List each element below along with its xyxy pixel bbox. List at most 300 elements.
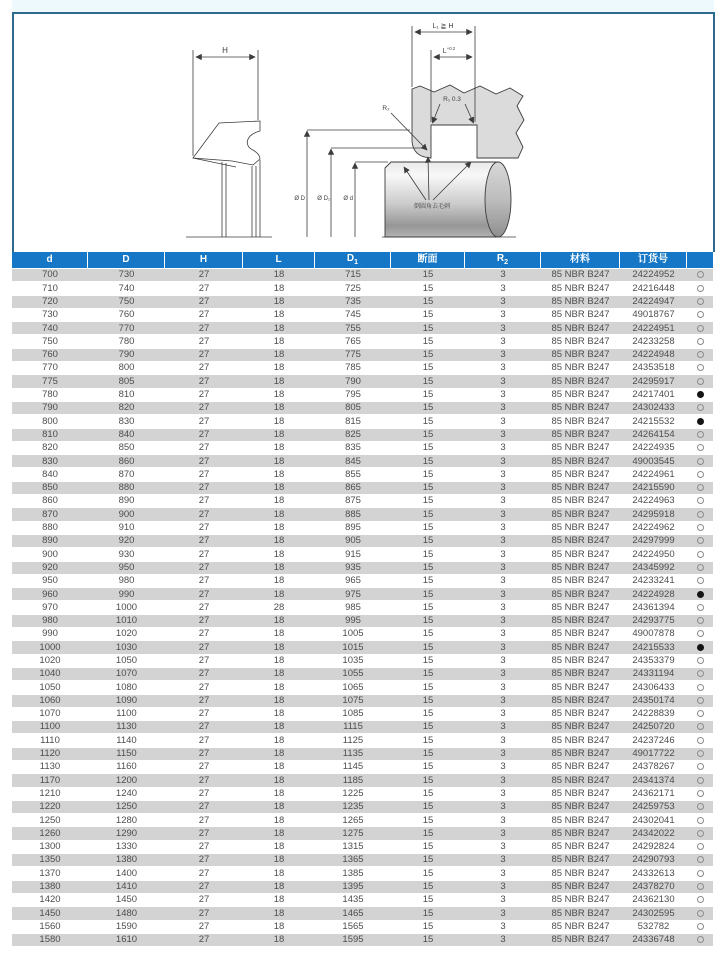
cell: 1280: [88, 814, 165, 827]
cell: 980: [88, 575, 165, 588]
cell: 3: [465, 309, 541, 322]
cell: 740: [12, 322, 88, 335]
cell: 865: [315, 482, 391, 495]
cell: 1085: [315, 708, 391, 721]
cell: 1210: [12, 788, 88, 801]
cell: 890: [88, 495, 165, 508]
cell: 85 NBR B247: [541, 415, 620, 428]
cell: 15: [391, 269, 465, 282]
availability-cell: [687, 601, 713, 614]
open-circle-marker: [697, 404, 704, 411]
availability-cell: [687, 349, 713, 362]
cell: 775: [12, 375, 88, 388]
column-header-7: 材料: [541, 252, 620, 269]
open-circle-marker: [697, 458, 704, 465]
availability-cell: [687, 468, 713, 481]
cell: 85 NBR B247: [541, 761, 620, 774]
cell: 820: [12, 442, 88, 455]
cell: 1070: [12, 708, 88, 721]
l-dim-label: $L^{+0.2}$: [442, 46, 456, 55]
availability-cell: [687, 429, 713, 442]
cell: 1065: [315, 681, 391, 694]
cell: 3: [465, 535, 541, 548]
open-circle-marker: [697, 444, 704, 451]
cell: 27: [165, 482, 243, 495]
cell: 3: [465, 655, 541, 668]
column-header-5: 断面: [391, 252, 465, 269]
cell: 3: [465, 761, 541, 774]
cell: 85 NBR B247: [541, 588, 620, 601]
cell: 85 NBR B247: [541, 282, 620, 295]
filled-circle-marker: [697, 644, 704, 651]
cell: 775: [315, 349, 391, 362]
cell: 1220: [12, 801, 88, 814]
cell: 750: [12, 335, 88, 348]
cell: 870: [12, 508, 88, 521]
cell: 15: [391, 482, 465, 495]
cell: 1400: [88, 867, 165, 880]
cell: 760: [88, 309, 165, 322]
cell: 1420: [12, 894, 88, 907]
cell: 1120: [12, 748, 88, 761]
cell: 1060: [12, 695, 88, 708]
technical-diagram: [0, 12, 723, 252]
cell: 18: [243, 774, 315, 787]
h-dim-label: H: [222, 46, 228, 55]
cell: 1005: [315, 628, 391, 641]
cell: 18: [243, 495, 315, 508]
cell: 27: [165, 389, 243, 402]
cell: 27: [165, 761, 243, 774]
cell: 905: [315, 535, 391, 548]
column-header-3: L: [243, 252, 315, 269]
cell: 15: [391, 349, 465, 362]
cell: 27: [165, 402, 243, 415]
cell: 18: [243, 548, 315, 561]
cell: 1250: [12, 814, 88, 827]
dia-D1-label: Ø D₁: [317, 196, 330, 202]
availability-cell: [687, 668, 713, 681]
cell: 3: [465, 801, 541, 814]
cell: 24215590: [620, 482, 687, 495]
cell: 800: [88, 362, 165, 375]
cell: 950: [12, 575, 88, 588]
cell: 1070: [88, 668, 165, 681]
cell: 1100: [12, 721, 88, 734]
cell: 1130: [88, 721, 165, 734]
cell: 3: [465, 468, 541, 481]
cell: 49007878: [620, 628, 687, 641]
cell: 15: [391, 814, 465, 827]
cell: 3: [465, 442, 541, 455]
cell: 3: [465, 562, 541, 575]
rod-section: [382, 162, 516, 237]
cell: 24341374: [620, 774, 687, 787]
column-header-0: d: [12, 252, 88, 269]
cell: 3: [465, 774, 541, 787]
table-row: [12, 548, 713, 561]
cell: 18: [243, 734, 315, 747]
cell: 85 NBR B247: [541, 934, 620, 947]
cell: 1235: [315, 801, 391, 814]
cell: 15: [391, 601, 465, 614]
cell: 1275: [315, 827, 391, 840]
open-circle-marker: [697, 817, 704, 824]
cell: 15: [391, 309, 465, 322]
cell: 815: [315, 415, 391, 428]
cell: 18: [243, 748, 315, 761]
table-row: [12, 429, 713, 442]
cell: 27: [165, 429, 243, 442]
cell: 24350174: [620, 695, 687, 708]
cell: 24295917: [620, 375, 687, 388]
cell: 85 NBR B247: [541, 867, 620, 880]
cell: 3: [465, 748, 541, 761]
cell: 18: [243, 668, 315, 681]
cell: 27: [165, 668, 243, 681]
availability-cell: [687, 335, 713, 348]
cell: 18: [243, 296, 315, 309]
cell: 85 NBR B247: [541, 335, 620, 348]
cell: 24297999: [620, 535, 687, 548]
availability-cell: [687, 788, 713, 801]
availability-cell: [687, 375, 713, 388]
cell: 15: [391, 442, 465, 455]
cell: 85 NBR B247: [541, 601, 620, 614]
cell: 15: [391, 907, 465, 920]
cell: 15: [391, 522, 465, 535]
cell: 1135: [315, 748, 391, 761]
cell: 24224948: [620, 349, 687, 362]
cell: 18: [243, 482, 315, 495]
cell: 24224963: [620, 495, 687, 508]
dia-D-label: Ø D: [294, 196, 305, 202]
cell: 1170: [12, 774, 88, 787]
cell: 24353518: [620, 362, 687, 375]
table-row: [12, 721, 713, 734]
cell: 1580: [12, 934, 88, 947]
cell: 18: [243, 814, 315, 827]
cell: 1115: [315, 721, 391, 734]
table-row: [12, 734, 713, 747]
cell: 855: [315, 468, 391, 481]
cell: 24264154: [620, 429, 687, 442]
cell: 1315: [315, 841, 391, 854]
table-row: [12, 601, 713, 614]
open-circle-marker: [697, 870, 704, 877]
cell: 3: [465, 907, 541, 920]
cell: 1090: [88, 695, 165, 708]
cell: 980: [12, 615, 88, 628]
cell: 18: [243, 269, 315, 282]
cell: 1000: [12, 641, 88, 654]
cell: 27: [165, 442, 243, 455]
cell: 27: [165, 934, 243, 947]
open-circle-marker: [697, 910, 704, 917]
availability-cell: [687, 734, 713, 747]
open-circle-marker: [697, 856, 704, 863]
open-circle-marker: [697, 790, 704, 797]
column-header-1: D: [88, 252, 165, 269]
table-row: [12, 827, 713, 840]
cell: 3: [465, 455, 541, 468]
cell: 3: [465, 628, 541, 641]
availability-cell: [687, 748, 713, 761]
cell: 810: [88, 389, 165, 402]
cell: 1010: [88, 615, 165, 628]
cell: 85 NBR B247: [541, 375, 620, 388]
open-circle-marker: [697, 604, 704, 611]
cell: 85 NBR B247: [541, 894, 620, 907]
open-circle-marker: [697, 670, 704, 677]
cell: 15: [391, 322, 465, 335]
cell: 3: [465, 854, 541, 867]
cell: 1145: [315, 761, 391, 774]
cell: 18: [243, 681, 315, 694]
open-circle-marker: [697, 551, 704, 558]
cell: 1225: [315, 788, 391, 801]
cell: 960: [12, 588, 88, 601]
cell: 15: [391, 761, 465, 774]
cell: 18: [243, 854, 315, 867]
cell: 1250: [88, 801, 165, 814]
cell: 765: [315, 335, 391, 348]
dia-d-label: Ø d: [343, 196, 353, 202]
cell: 27: [165, 335, 243, 348]
cell: 27: [165, 774, 243, 787]
cell: 49003545: [620, 455, 687, 468]
cell: 27: [165, 309, 243, 322]
cell: 24362130: [620, 894, 687, 907]
cell: 860: [12, 495, 88, 508]
cell: 3: [465, 881, 541, 894]
l1-dim-label: L₁ ≧ H: [432, 23, 454, 30]
cell: 15: [391, 508, 465, 521]
cell: 3: [465, 615, 541, 628]
table-row: [12, 748, 713, 761]
cell: 18: [243, 628, 315, 641]
cell: 3: [465, 522, 541, 535]
cell: 1035: [315, 655, 391, 668]
availability-cell: [687, 269, 713, 282]
cell: 24217401: [620, 389, 687, 402]
cell: 24259753: [620, 801, 687, 814]
cell: 27: [165, 362, 243, 375]
cell: 85 NBR B247: [541, 721, 620, 734]
cell: 805: [88, 375, 165, 388]
availability-cell: [687, 575, 713, 588]
cell: 27: [165, 562, 243, 575]
cell: 85 NBR B247: [541, 788, 620, 801]
cell: 27: [165, 522, 243, 535]
cell: 24224951: [620, 322, 687, 335]
table-row: [12, 522, 713, 535]
cell: 1395: [315, 881, 391, 894]
cell: 3: [465, 389, 541, 402]
cell: 3: [465, 335, 541, 348]
cell: 840: [12, 468, 88, 481]
cell: 845: [315, 455, 391, 468]
cell: 15: [391, 402, 465, 415]
availability-cell: [687, 309, 713, 322]
availability-cell: [687, 296, 713, 309]
availability-cell: [687, 415, 713, 428]
open-circle-marker: [697, 524, 704, 531]
table-row: [12, 562, 713, 575]
cell: 15: [391, 415, 465, 428]
cell: 1350: [12, 854, 88, 867]
cell: 15: [391, 841, 465, 854]
table-row: [12, 468, 713, 481]
cell: 15: [391, 335, 465, 348]
table-row: [12, 681, 713, 694]
cell: 24361394: [620, 601, 687, 614]
cell: 3: [465, 375, 541, 388]
cell: 85 NBR B247: [541, 814, 620, 827]
availability-cell: [687, 774, 713, 787]
cell: 24295918: [620, 508, 687, 521]
cell: 15: [391, 615, 465, 628]
cell: 985: [315, 601, 391, 614]
table-row: [12, 615, 713, 628]
open-circle-marker: [697, 325, 704, 332]
open-circle-marker: [697, 577, 704, 584]
cell: 18: [243, 867, 315, 880]
cell: 24224947: [620, 296, 687, 309]
cell: 24224961: [620, 468, 687, 481]
availability-cell: [687, 548, 713, 561]
cell: 15: [391, 282, 465, 295]
cell: 27: [165, 548, 243, 561]
cell: 900: [88, 508, 165, 521]
cell: 18: [243, 322, 315, 335]
cell: 18: [243, 894, 315, 907]
table-row: [12, 788, 713, 801]
cell: 15: [391, 934, 465, 947]
cell: 1330: [88, 841, 165, 854]
availability-cell: [687, 362, 713, 375]
cell: 15: [391, 429, 465, 442]
cell: 27: [165, 535, 243, 548]
cell: 1185: [315, 774, 391, 787]
cell: 18: [243, 282, 315, 295]
cell: 27: [165, 468, 243, 481]
cell: 15: [391, 801, 465, 814]
cell: 1450: [88, 894, 165, 907]
cell: 24216448: [620, 282, 687, 295]
cell: 15: [391, 867, 465, 880]
cell: 745: [315, 309, 391, 322]
cell: 85 NBR B247: [541, 774, 620, 787]
cell: 1365: [315, 854, 391, 867]
cell: 830: [12, 455, 88, 468]
availability-cell: [687, 681, 713, 694]
cell: 920: [12, 562, 88, 575]
cell: 3: [465, 814, 541, 827]
cell: 24292824: [620, 841, 687, 854]
filled-circle-marker: [697, 391, 704, 398]
table-row: [12, 921, 713, 934]
housing-section: [412, 85, 524, 158]
cell: 27: [165, 695, 243, 708]
cell: 15: [391, 748, 465, 761]
cell: 1200: [88, 774, 165, 787]
cell: 18: [243, 415, 315, 428]
availability-cell: [687, 854, 713, 867]
availability-cell: [687, 894, 713, 907]
seal-installation-drawing: [0, 12, 723, 252]
availability-cell: [687, 282, 713, 295]
cell: 85 NBR B247: [541, 349, 620, 362]
availability-cell: [687, 934, 713, 947]
cell: 27: [165, 827, 243, 840]
deburr-note: 倒圆角去毛刺: [413, 204, 451, 210]
table-row: [12, 761, 713, 774]
cell: 1300: [12, 841, 88, 854]
availability-cell: [687, 907, 713, 920]
cell: 1000: [88, 601, 165, 614]
cell: 715: [315, 269, 391, 282]
cell: 3: [465, 894, 541, 907]
cell: 85 NBR B247: [541, 402, 620, 415]
cell: 1125: [315, 734, 391, 747]
cell: 27: [165, 814, 243, 827]
cell: 85 NBR B247: [541, 562, 620, 575]
availability-cell: [687, 761, 713, 774]
cell: 3: [465, 548, 541, 561]
cell: 1435: [315, 894, 391, 907]
cell: 24290793: [620, 854, 687, 867]
cell: 18: [243, 349, 315, 362]
cell: 870: [88, 468, 165, 481]
cell: 85 NBR B247: [541, 322, 620, 335]
cell: 15: [391, 628, 465, 641]
availability-cell: [687, 482, 713, 495]
cell: 3: [465, 934, 541, 947]
cell: 880: [12, 522, 88, 535]
cell: 85 NBR B247: [541, 801, 620, 814]
cell: 15: [391, 734, 465, 747]
cell: 15: [391, 881, 465, 894]
cell: 532782: [620, 921, 687, 934]
cell: 15: [391, 721, 465, 734]
cell: 85 NBR B247: [541, 429, 620, 442]
open-circle-marker: [697, 723, 704, 730]
cell: 15: [391, 468, 465, 481]
cell: 24224928: [620, 588, 687, 601]
cell: 1595: [315, 934, 391, 947]
cell: 810: [12, 429, 88, 442]
cell: 1015: [315, 641, 391, 654]
cell: 1020: [88, 628, 165, 641]
table-row: [12, 841, 713, 854]
availability-cell: [687, 881, 713, 894]
cell: 1150: [88, 748, 165, 761]
availability-cell: [687, 455, 713, 468]
cell: 18: [243, 429, 315, 442]
cell: 990: [12, 628, 88, 641]
cell: 15: [391, 854, 465, 867]
cell: 750: [88, 296, 165, 309]
cell: 24345992: [620, 562, 687, 575]
cell: 85 NBR B247: [541, 921, 620, 934]
cell: 3: [465, 429, 541, 442]
cell: 3: [465, 362, 541, 375]
cell: 49018767: [620, 309, 687, 322]
cell: 1590: [88, 921, 165, 934]
availability-cell: [687, 801, 713, 814]
cell: 27: [165, 601, 243, 614]
